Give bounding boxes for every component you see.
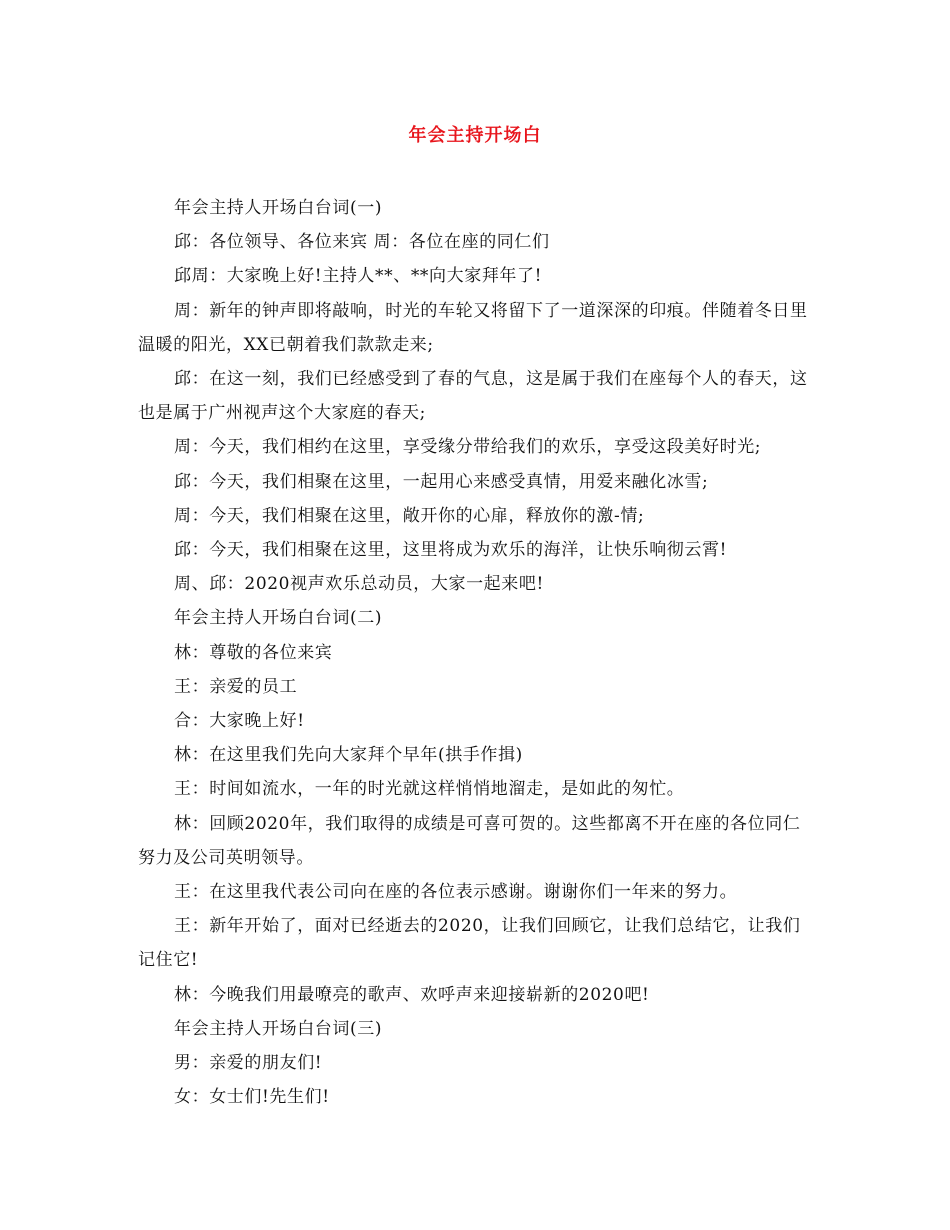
- paragraph: 王：新年开始了，面对已经逝去的2020，让我们回顾它，让我们总结它，让我们记住它!: [138, 916, 801, 971]
- paragraph: 年会主持人开场白台词(二): [174, 608, 383, 629]
- paragraph: 王：在这里我代表公司向在座的各位表示感谢。谢谢你们一年来的努力。: [174, 882, 738, 903]
- paragraph: 周：今天，我们相约在这里，享受缘分带给我们的欢乐，享受这段美好时光;: [174, 437, 762, 458]
- paragraph: 年会主持人开场白台词(一): [174, 198, 383, 218]
- paragraph: 邱周：大家晚上好!主持人**、**向大家拜年了!: [174, 266, 543, 287]
- paragraph: 年会主持人开场白台词(三): [174, 1018, 383, 1039]
- paragraph: 林：今晚我们用最嘹亮的歌声、欢呼声来迎接崭新的2020吧!: [174, 984, 650, 1005]
- document-body: [138, 191, 818, 1114]
- paragraph: 周：今天，我们相聚在这里，敞开你的心扉，释放你的激-情;: [174, 505, 645, 526]
- paragraph: 邱：今天，我们相聚在这里，这里将成为欢乐的海洋，让快乐响彻云霄!: [174, 540, 728, 561]
- paragraph: 王：亲爱的员工: [174, 676, 298, 697]
- paragraph: 林：回顾2020年，我们取得的成绩是可喜可贺的。这些都离不开在座的各位同仁努力及公司英明领导。: [138, 813, 801, 868]
- paragraph: 男：亲爱的朋友们!: [174, 1053, 323, 1074]
- paragraph: 周、邱：2020视声欢乐总动员，大家一起来吧!: [174, 574, 544, 595]
- document-title: 年会主持开场白: [408, 125, 542, 146]
- paragraph: 王：时间如流水，一年的时光就这样悄悄地溜走，是如此的匆忙。: [174, 779, 685, 800]
- paragraph: 邱：各位领导、各位来宾 周：各位在座的同仁们: [174, 232, 550, 253]
- paragraph: 林：尊敬的各位来宾: [174, 642, 333, 663]
- paragraph: 周：新年的钟声即将敲响，时光的车轮又将留下了一道深深的印痕。伴随着冬日里温暖的阳光，XX已朝着我们款款走来;: [138, 300, 808, 355]
- paragraph: 邱：今天，我们相聚在这里，一起用心来感受真情，用爱来融化冰雪;: [174, 471, 709, 492]
- paragraph: 合：大家晚上好!: [174, 711, 305, 732]
- paragraph: 林：在这里我们先向大家拜个早年(拱手作揖): [174, 745, 523, 766]
- paragraph: 邱：在这一刻，我们已经感受到了春的气息，这是属于我们在座每个人的春天，这也是属于广州视声这个大家庭的春天;: [138, 369, 808, 424]
- paragraph: 女：女士们!先生们!: [174, 1087, 330, 1108]
